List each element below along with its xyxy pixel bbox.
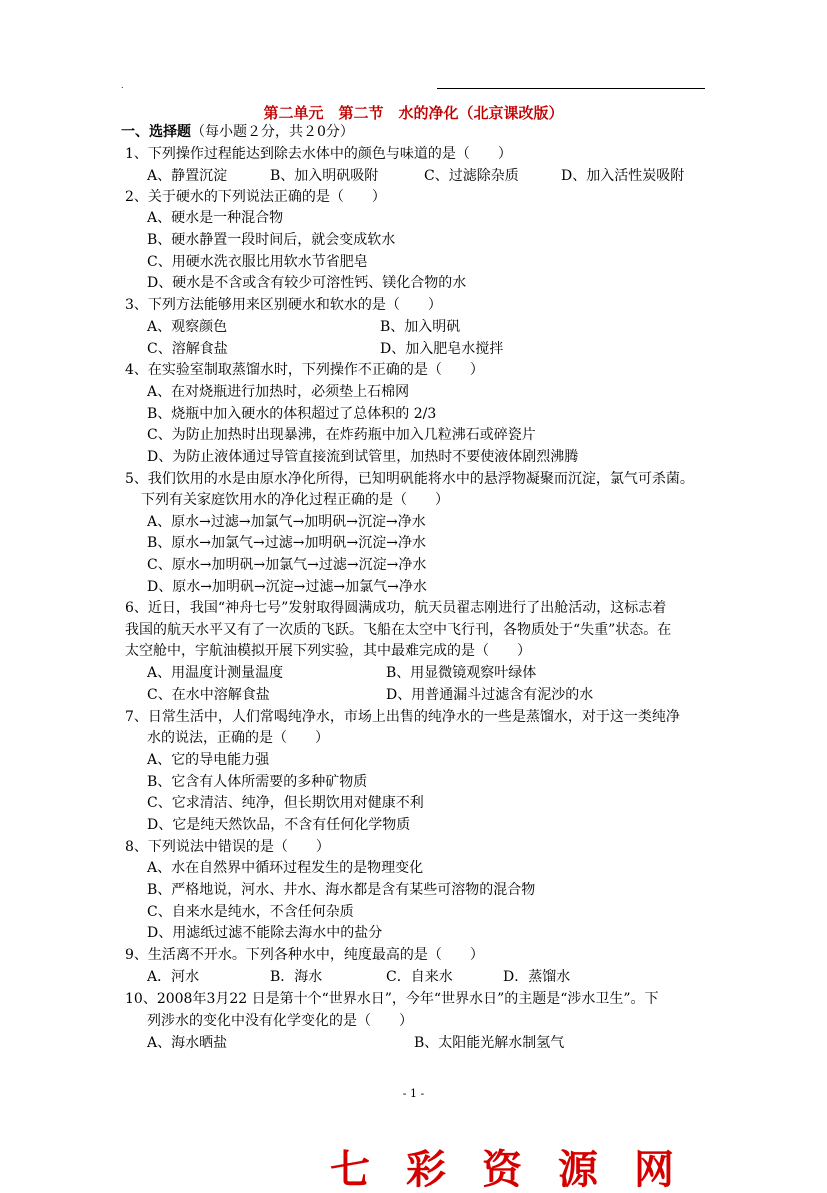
question-6-option-c: C、在水中溶解食盐	[147, 687, 270, 703]
question-7-option-b: B、它含有人体所需要的多种矿物质	[147, 774, 368, 790]
question-1-option-b: B、加入明矾吸附	[270, 168, 379, 184]
question-5-option-d: D、原水→加明矾→沉淀→过滤→加氯气→净水	[147, 579, 427, 595]
question-5-stem-line-1: 5、我们饮用的水是由原水净化所得，已知明矾能将水中的悬浮物凝聚而沉淀，氯气可杀菌。	[125, 471, 694, 487]
question-7-stem-line-1: 7、日常生活中，人们常喝纯净水，市场上出售的纯净水的一些是蒸馏水，对于这一类纯净	[125, 709, 680, 725]
question-3-option-d: D、加入肥皂水搅拌	[380, 341, 504, 357]
question-5-stem-line-2: 下列有关家庭饮用水的净化过程正确的是（ ）	[141, 492, 449, 508]
question-8-stem: 8、下列说法中错误的是（ ）	[125, 839, 330, 855]
question-9-option-b: B．海水	[270, 969, 323, 985]
question-6-option-d: D、用普通漏斗过滤含有泥沙的水	[386, 687, 594, 703]
question-1-option-a: A、静置沉淀	[147, 168, 228, 184]
section-label: 一、选择题	[121, 124, 191, 140]
question-5-option-a: A、原水→过滤→加氯气→加明矾→沉淀→净水	[147, 514, 426, 530]
question-5-option-b: B、原水→加氯气→过滤→加明矾→沉淀→净水	[147, 535, 426, 551]
question-3-option-b: B、加入明矾	[380, 319, 461, 335]
question-8-option-c: C、自来水是纯水，不含任何杂质	[147, 904, 354, 920]
question-9-stem: 9、生活离不开水。下列各种水中，纯度最高的是（ ）	[125, 947, 484, 963]
question-8-option-a: A、水在自然界中循环过程发生的是物理变化	[147, 860, 424, 876]
question-4-option-a: A、在对烧瓶进行加热时，必须垫上石棉网	[147, 384, 410, 400]
question-3-stem: 3、下列方法能够用来区别硬水和软水的是（ ）	[125, 297, 442, 313]
question-9-option-a: A．河水	[147, 969, 200, 985]
question-5-option-c: C、原水→加明矾→加氯气→过滤→沉淀→净水	[147, 557, 427, 573]
question-9-option-d: D．蒸馏水	[503, 969, 571, 985]
question-7-stem-line-2: 水的说法，正确的是（ ）	[147, 730, 329, 746]
question-1-option-c: C、过滤除杂质	[424, 168, 519, 184]
section-note: （每小题２分，共２0分）	[191, 124, 354, 140]
question-4-option-b: B、烧瓶中加入硬水的体积超过了总体积的 2/3	[147, 406, 437, 422]
question-7-option-a: A、它的导电能力强	[147, 752, 270, 768]
document-title: 第二单元 第二节 水的净化（北京课改版）	[263, 104, 564, 122]
question-10-option-a: A、海水晒盐	[147, 1035, 228, 1051]
question-2-option-b: B、硬水静置一段时间后，就会变成软水	[147, 232, 396, 248]
header-mark: .	[121, 81, 124, 90]
header-rule	[437, 88, 705, 89]
question-4-option-c: C、为防止加热时出现暴沸，在炸药瓶中加入几粒沸石或碎瓷片	[147, 427, 536, 443]
question-1-option-d: D、加入活性炭吸附	[561, 168, 685, 184]
footer-brand: 七彩资源网	[330, 1146, 710, 1193]
question-10-stem-line-1: 10、2008年3月22 日是第十个“世界水日”，今年“世界水日”的主题是“涉水卫生”。下	[125, 991, 659, 1007]
question-8-option-d: D、用滤纸过滤不能除去海水中的盐分	[147, 925, 383, 941]
question-9-option-c: C．自来水	[386, 969, 453, 985]
question-4-stem: 4、在实验室制取蒸馏水时，下列操作不正确的是（ ）	[125, 362, 484, 378]
question-7-option-c: C、它求清洁、纯净，但长期饮用对健康不利	[147, 795, 424, 811]
question-10-stem-line-2: 列涉水的变化中没有化学变化的是（ ）	[147, 1013, 413, 1029]
question-3-option-c: C、溶解食盐	[147, 341, 228, 357]
question-7-option-d: D、它是纯天然饮品，不含有任何化学物质	[147, 817, 411, 833]
section-heading	[121, 122, 354, 142]
question-6-stem-line-3: 太空舱中，宇航油模拟开展下列实验，其中最难完成的是（ ）	[125, 643, 531, 659]
question-2-option-c: C、用硬水洗衣服比用软水节省肥皂	[147, 254, 368, 270]
question-3-option-a: A、观察颜色	[147, 319, 228, 335]
question-6-option-b: B、用显微镜观察叶绿体	[386, 665, 537, 681]
question-2-option-a: A、硬水是一种混合物	[147, 210, 284, 226]
question-2-option-d: D、硬水是不含或含有较少可溶性钙、镁化合物的水	[147, 275, 467, 291]
page-number: - 1 -	[402, 1087, 425, 1100]
question-4-option-d: D、为防止液体通过导管直接流到试管里，加热时不要使液体剧烈沸腾	[147, 449, 579, 465]
question-1-stem: 1、下列操作过程能达到除去水体中的颜色与味道的是（ ）	[125, 146, 512, 162]
question-2-stem: 2、关于硬水的下列说法正确的是（ ）	[125, 189, 386, 205]
question-8-option-b: B、严格地说，河水、井水、海水都是含有某些可溶物的混合物	[147, 882, 536, 898]
question-6-option-a: A、用温度计测量温度	[147, 665, 284, 681]
question-10-option-b: B、太阳能光解水制氢气	[414, 1035, 565, 1051]
question-6-stem-line-2: 我国的航天水平又有了一次质的飞跃。飞船在太空中飞行刊，各物质处于“失重”状态。在	[125, 622, 672, 638]
question-6-stem-line-1: 6、近日，我国“神舟七号”发射取得圆满成功，航天员翟志刚进行了出舱活动，这标志着	[125, 600, 667, 616]
